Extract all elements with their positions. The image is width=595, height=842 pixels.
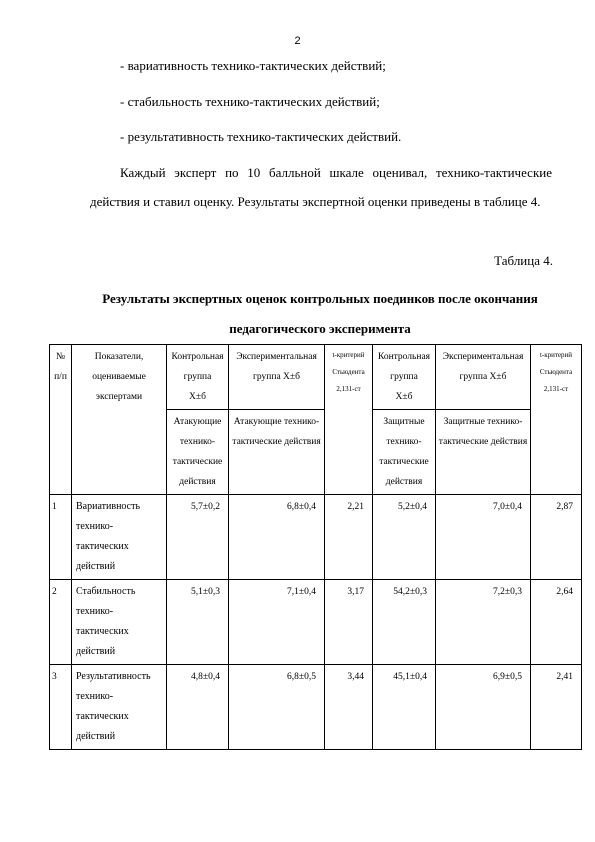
row-control-defense: 5,2±0,4	[373, 495, 436, 580]
row-control-defense: 54,2±0,3	[373, 580, 436, 665]
bullet-effectiveness: - результативность технико-тактических действий.	[120, 129, 402, 144]
row-control-attack: 5,7±0,2	[167, 495, 229, 580]
table-row	[50, 495, 582, 580]
row-experimental-attack: 6,8±0,4	[229, 495, 325, 580]
row-t-attack: 3,44	[325, 665, 373, 750]
bullet-variability: - вариативность технико-тактических действий;	[120, 58, 386, 73]
header-num: № п/п	[50, 345, 72, 495]
subheader-defense-control: Защитные технико-тактические действия	[373, 410, 436, 495]
row-control-attack: 4,8±0,4	[167, 665, 229, 750]
row-num: 3	[50, 665, 72, 750]
row-t-defense: 2,87	[531, 495, 582, 580]
row-num: 1	[50, 495, 72, 580]
row-label: Вариативность технико-тактических действий	[72, 495, 167, 580]
header-control-group	[167, 345, 229, 410]
row-experimental-defense: 7,0±0,4	[436, 495, 531, 580]
header-t-criterion	[325, 345, 373, 495]
header-control-group-2-label: Контрольная группа	[377, 352, 431, 382]
row-t-attack: 3,17	[325, 580, 373, 665]
row-experimental-defense: 7,2±0,3	[436, 580, 531, 665]
header-x-sigma: X±б	[189, 392, 206, 402]
row-experimental-attack: 7,1±0,4	[229, 580, 325, 665]
header-x-sigma-2: X±б	[395, 392, 413, 402]
table-caption: Таблица 4.	[494, 253, 553, 268]
table-row	[50, 665, 582, 750]
header-experimental-group: Экспериментальная группа X±б	[229, 345, 325, 410]
subheader-defense-experimental: Защитные технико-тактические действия	[436, 410, 531, 495]
row-label: Стабильность технико-тактических действий	[72, 580, 167, 665]
header-t-criterion-label: t-критерий Стьюдента	[332, 351, 365, 376]
header-t-value: 2,131-ст	[336, 385, 361, 393]
row-t-defense: 2,64	[531, 580, 582, 665]
header-control-group-2	[373, 345, 436, 410]
row-experimental-defense: 6,9±0,5	[436, 665, 531, 750]
row-t-attack: 2,21	[325, 495, 373, 580]
row-label: Результативность технико-тактических действий	[72, 665, 167, 750]
bullet-stability: - стабильность технико-тактических действий;	[120, 94, 380, 109]
header-indicators: Показатели, оцениваемые экспертами	[72, 345, 167, 495]
row-num: 2	[50, 580, 72, 665]
row-control-attack: 5,1±0,3	[167, 580, 229, 665]
row-experimental-attack: 6,8±0,5	[229, 665, 325, 750]
row-control-defense: 45,1±0,4	[373, 665, 436, 750]
subheader-attack-experimental: Атакующие технико-тактические действия	[229, 410, 325, 495]
table-header-row	[50, 345, 582, 410]
table-title: Результаты экспертных оценок контрольных поединков после окончания педагогического эксперимента	[102, 291, 538, 336]
header-t-criterion-2-label: t-критерий Стьюдента	[539, 351, 573, 376]
row-t-defense: 2,41	[531, 665, 582, 750]
table-row	[50, 580, 582, 665]
header-t-criterion-2	[531, 345, 582, 495]
results-table	[49, 344, 582, 750]
header-control-group-label: Контрольная группа	[171, 352, 224, 382]
body-paragraph: Каждый эксперт по 10 балльной шкале оценивал, технико-тактические действия и ставил оценку. Результаты экспертной оценки приведены в таблице 4.	[90, 165, 552, 209]
header-t-value-2: 2,131-ст	[543, 385, 569, 393]
subheader-attack-control: Атакующие технико-тактические действия	[167, 410, 229, 495]
header-experimental-group-2: Экспериментальная группа X±б	[436, 345, 531, 410]
page-number: 2	[294, 35, 301, 47]
